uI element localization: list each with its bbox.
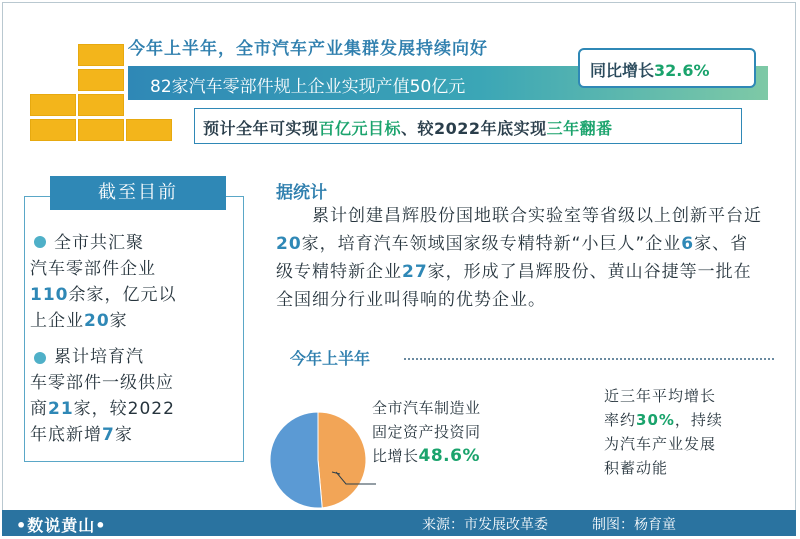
investment-text: 全市汽车制造业 固定资产投资同 比增长48.6% bbox=[372, 399, 481, 466]
footer-source: 来源：市发展改革委 bbox=[422, 517, 548, 533]
output-bar-text: 82家汽车零部件规上企业实现产值50亿元 bbox=[150, 77, 466, 97]
bullet-dot-icon bbox=[34, 236, 46, 248]
footer-bar bbox=[2, 510, 796, 536]
footer-brand: •数说黄山• bbox=[16, 516, 107, 535]
yoy-badge: 同比增长32.6% bbox=[578, 48, 756, 88]
investment-pie-chart bbox=[266, 408, 370, 512]
bullet-dot-icon bbox=[34, 352, 46, 364]
footer-maker: 制图：杨育童 bbox=[592, 517, 676, 533]
pie-callout-line bbox=[336, 470, 376, 488]
left-item-suppliers: 累计培育汽 车零部件一级供应 商21家，较2022 年底新增7家 bbox=[30, 347, 175, 445]
left-item-enterprises: 全市共汇聚 汽车零部件企业 110余家，亿元以 上企业20家 bbox=[30, 233, 177, 331]
dotted-divider bbox=[404, 358, 774, 360]
left-panel-title: 截至目前 bbox=[50, 176, 226, 210]
pie-slice-remainder bbox=[270, 412, 322, 508]
pie-slice-investment-growth bbox=[318, 412, 366, 508]
half-year-heading: 今年上半年 bbox=[290, 349, 371, 368]
stats-paragraph: 累计创建昌辉股份国地联合实验室等省级以上创新平台近20家，培育汽车领域国家级专精特新“小巨人”企业6家、省级专精特新企业27家，形成了昌辉股份、黄山谷捷等一批在全国细分行业叫得响的优势企业。 bbox=[276, 206, 762, 310]
forecast-line: 预计全年可实现百亿元目标、较2022年底实现三年翻番 bbox=[194, 108, 742, 144]
headline: 今年上半年，全市汽车产业集群发展持续向好 bbox=[128, 39, 488, 59]
stats-heading: 据统计 bbox=[276, 183, 327, 203]
growth-text: 近三年平均增长 率约30%，持续 为汽车产业发展 积蓄动能 bbox=[604, 387, 723, 477]
